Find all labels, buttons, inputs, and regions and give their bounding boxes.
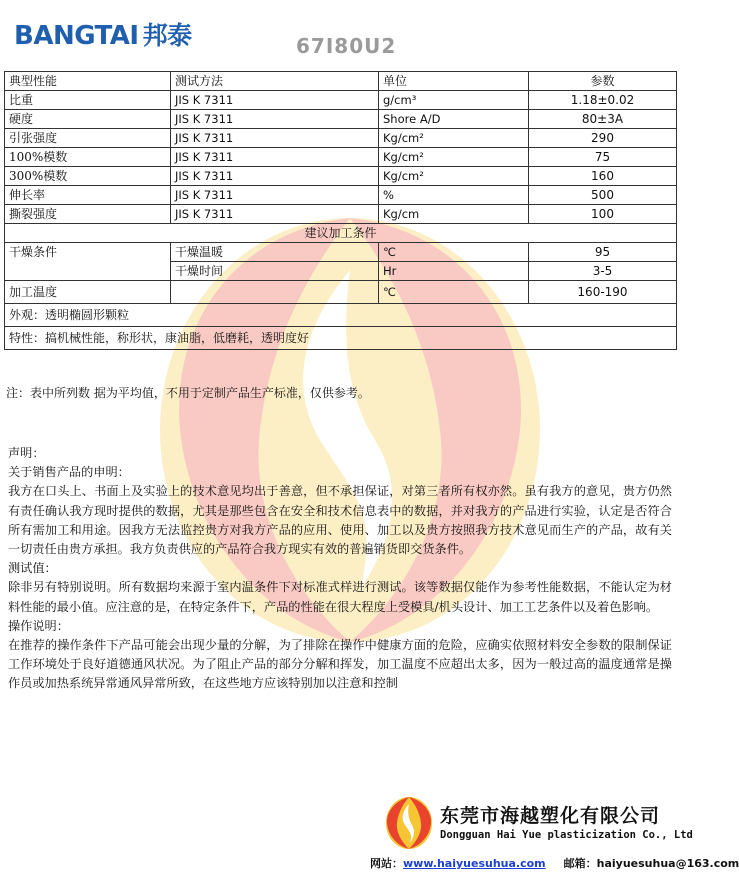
company-name-en: Dongguan Hai Yue plasticization Co., Ltd bbox=[440, 829, 693, 841]
row-value: 500 bbox=[529, 186, 677, 205]
row-method: JIS K 7311 bbox=[171, 186, 379, 205]
contact-line bbox=[370, 855, 739, 871]
table-note: 注：表中所列数 据为平均值，不用于定制产品生产标准，仅供参考。 bbox=[6, 386, 370, 400]
processing-title-row bbox=[5, 224, 677, 243]
processing-temp-label: 加工温度 bbox=[5, 281, 171, 304]
drying-temp-label: 干燥温暖 bbox=[171, 243, 379, 262]
row-value: 160 bbox=[529, 167, 677, 186]
company-logo-icon bbox=[384, 795, 434, 851]
declaration bbox=[8, 444, 672, 694]
row-property: 引张强度 bbox=[5, 129, 171, 148]
drying-time-value: 3-5 bbox=[529, 262, 677, 281]
row-unit: Kg/cm bbox=[379, 205, 529, 224]
row-value: 100 bbox=[529, 205, 677, 224]
model-number: 67I80U2 bbox=[296, 34, 397, 58]
email-address[interactable]: haiyuesuhua@163.com bbox=[596, 857, 739, 870]
row-unit: g/cm³ bbox=[379, 91, 529, 110]
appearance-text: 外观：透明椭圆形颗粒 bbox=[5, 304, 677, 327]
header-unit: 单位 bbox=[379, 72, 529, 91]
appearance-row bbox=[5, 304, 677, 327]
table-row bbox=[5, 148, 677, 167]
operation-body: 在推荐的操作条件下产品可能会出现少量的分解，为了排除在操作中健康方面的危险，应确实依照材料安全参数的限制保证工作环境处于良好道德通风状况。为了阻止产品的部分分解和挥发，加工温度不应超出太多，因为一般过高的温度通常是操作员或加热系统异常通风异常所致，在这些地方应该特别加以注意和控制 bbox=[8, 638, 672, 691]
processing-title: 建议加工条件 bbox=[5, 224, 677, 243]
row-unit: Kg/cm² bbox=[379, 129, 529, 148]
processing-temp-row bbox=[5, 281, 677, 304]
header-value: 参数 bbox=[529, 72, 677, 91]
website-link[interactable]: www.haiyuesuhua.com bbox=[403, 857, 546, 870]
row-method: JIS K 7311 bbox=[171, 91, 379, 110]
table-row bbox=[5, 110, 677, 129]
row-value: 1.18±0.02 bbox=[529, 91, 677, 110]
row-unit: Shore A/D bbox=[379, 110, 529, 129]
row-method: JIS K 7311 bbox=[171, 205, 379, 224]
row-property: 100%模数 bbox=[5, 148, 171, 167]
row-method: JIS K 7311 bbox=[171, 148, 379, 167]
sales-statement-body: 我方在口头上、书面上及实验上的技术意见均出于善意，但不承担保证，对第三者所有权亦然。虽有我方的意见，贵方仍然有责任确认我方现时提供的数据，尤其是那些包含在安全和技术信息表中的数据，并对我方的产品进行实验，认定是否符合所有需加工和用途。因我方无法监控贵方对我方产品的应用、使用、加工以及贵方按照我方技术意见而生产的产品，故有关一切责任由贵方承担。我方负责供应的产品符合我方现实有效的普遍销货即交货条件。 bbox=[8, 484, 672, 557]
processing-temp-unit: ℃ bbox=[379, 281, 529, 304]
brand-logo bbox=[14, 16, 192, 52]
drying-temp-row bbox=[5, 243, 677, 262]
table-header-row bbox=[5, 72, 677, 91]
row-property: 比重 bbox=[5, 91, 171, 110]
table-row bbox=[5, 129, 677, 148]
test-values-body: 除非另有特别说明。所有数据均来源于室内温条件下对标准式样进行测试。该等数据仅能作为参考性能数据，不能认定为材料性能的最小值。应注意的是，在特定条件下，产品的性能在很大程度上受模具/机头设计、加工工艺条件以及着色影响。 bbox=[8, 580, 672, 614]
row-unit: Kg/cm² bbox=[379, 167, 529, 186]
table-row bbox=[5, 91, 677, 110]
brand-cn: 邦泰 bbox=[142, 21, 192, 50]
table-row bbox=[5, 205, 677, 224]
row-property: 硬度 bbox=[5, 110, 171, 129]
header-property: 典型性能 bbox=[5, 72, 171, 91]
row-unit: % bbox=[379, 186, 529, 205]
features-text: 特性：搞机械性能，称形状，康油脂，低磨耗，透明度好 bbox=[5, 327, 677, 350]
declaration-heading: 声明： bbox=[8, 446, 45, 460]
company-name-cn: 东莞市海越塑化有限公司 bbox=[440, 805, 661, 827]
drying-time-unit: Hr bbox=[379, 262, 529, 281]
drying-temp-value: 95 bbox=[529, 243, 677, 262]
row-value: 290 bbox=[529, 129, 677, 148]
row-property: 300%模数 bbox=[5, 167, 171, 186]
features-row bbox=[5, 327, 677, 350]
spec-table bbox=[4, 71, 677, 350]
row-property: 伸长率 bbox=[5, 186, 171, 205]
website-label: 网站： bbox=[370, 857, 403, 870]
row-value: 80±3A bbox=[529, 110, 677, 129]
row-method: JIS K 7311 bbox=[171, 110, 379, 129]
row-value: 75 bbox=[529, 148, 677, 167]
email-label: 邮箱： bbox=[563, 857, 597, 870]
drying-label: 干燥条件 bbox=[5, 243, 171, 281]
header-method: 测试方法 bbox=[171, 72, 379, 91]
table-row bbox=[5, 186, 677, 205]
brand-latin: BANGTAI bbox=[14, 21, 139, 51]
operation-heading: 操作说明： bbox=[8, 618, 69, 633]
drying-time-label: 干燥时间 bbox=[171, 262, 379, 281]
test-values-heading: 测试值： bbox=[8, 561, 57, 576]
row-method: JIS K 7311 bbox=[171, 129, 379, 148]
row-unit: Kg/cm² bbox=[379, 148, 529, 167]
row-method: JIS K 7311 bbox=[171, 167, 379, 186]
drying-temp-unit: ℃ bbox=[379, 243, 529, 262]
processing-temp-value: 160-190 bbox=[529, 281, 677, 304]
table-row bbox=[5, 167, 677, 186]
sales-statement-heading: 关于销售产品的申明： bbox=[8, 465, 130, 480]
row-property: 撕裂强度 bbox=[5, 205, 171, 224]
